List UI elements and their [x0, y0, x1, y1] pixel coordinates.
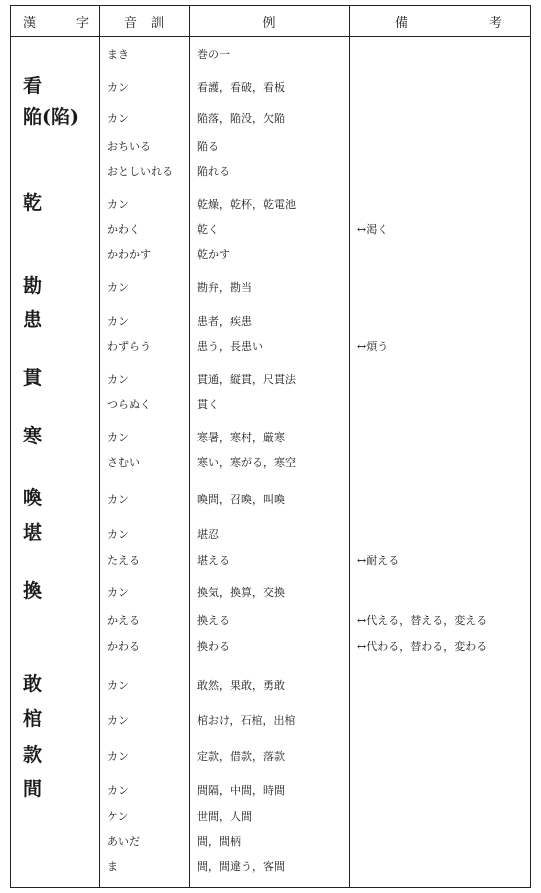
example-cell: 乾く [197, 223, 219, 236]
column-divider [349, 6, 350, 887]
kanji-cell: 款 [23, 744, 43, 766]
reading-cell: カン [107, 714, 129, 727]
reading-cell: おとしいれる [107, 165, 173, 178]
header-divider [11, 36, 530, 37]
kanji-cell: 患 [23, 309, 43, 331]
example-cell: 間，間違う，客間 [197, 860, 285, 873]
reading-cell: カン [107, 431, 129, 444]
reading-cell: ケン [107, 810, 129, 823]
reading-cell: かえる [107, 614, 140, 627]
example-cell: 間，間柄 [197, 835, 241, 848]
column-divider [99, 6, 100, 887]
header-example [189, 6, 349, 36]
reading-cell: カン [107, 586, 129, 599]
example-cell: 患者，疾患 [197, 315, 252, 328]
reading-cell: わずらう [107, 340, 151, 353]
header-reading-char-1: 音 [123, 15, 137, 31]
reading-cell: カン [107, 198, 129, 211]
example-cell: 勘弁，勘当 [197, 281, 252, 294]
reading-cell: かわる [107, 640, 140, 653]
reading-cell: まき [107, 48, 129, 61]
reading-cell: つらぬく [107, 398, 151, 411]
example-cell: 陥れる [197, 165, 230, 178]
example-cell: 陥る [197, 140, 219, 153]
kanji-cell: 堪 [23, 522, 43, 544]
header-notes-char-2: 考 [488, 15, 502, 31]
kanji-table [10, 5, 531, 888]
kanji-cell: 間 [23, 778, 43, 800]
reading-cell: おちいる [107, 140, 151, 153]
example-cell: 堪忍 [197, 528, 219, 541]
example-cell: 世間，人間 [197, 810, 252, 823]
example-cell: 貫く [197, 398, 219, 411]
example-cell: 換える [197, 614, 230, 627]
example-cell: 間隔，中間，時間 [197, 784, 285, 797]
example-cell: 陥落，陥没，欠陥 [197, 112, 285, 125]
example-cell: 棺おけ，石棺，出棺 [197, 714, 296, 727]
example-cell: 乾燥，乾杯，乾電池 [197, 198, 296, 211]
header-notes-char-1: 備 [395, 15, 409, 31]
kanji-cell: 勘 [23, 275, 43, 297]
kanji-cell: 喚 [23, 487, 43, 509]
note-cell: ↔代わる，替わる，変わる [357, 640, 488, 653]
example-cell: 敢然，果敢，勇敢 [197, 679, 285, 692]
reading-cell: カン [107, 112, 129, 125]
reading-cell: カン [107, 315, 129, 328]
reading-cell: かわかす [107, 248, 151, 261]
header-notes [349, 6, 532, 36]
example-cell: 換わる [197, 640, 230, 653]
example-cell: 換気，換算，交換 [197, 586, 285, 599]
kanji-cell: 敢 [23, 673, 43, 695]
example-cell: 堪える [197, 554, 230, 567]
kanji-cell: 寒 [23, 425, 43, 447]
column-divider [189, 6, 190, 887]
example-cell: 乾かす [197, 248, 230, 261]
header-reading [99, 6, 189, 36]
note-cell: ↔代える，替える，変える [357, 614, 488, 627]
example-cell: 定款，借款，落款 [197, 750, 285, 763]
example-cell: 貫通，縦貫，尺貫法 [197, 373, 296, 386]
kanji-cell: 看 [23, 75, 43, 97]
note-cell: ↔渇く [357, 223, 389, 236]
header-kanji-char-2: 字 [75, 15, 89, 31]
reading-cell: さむい [107, 456, 140, 469]
reading-cell: カン [107, 528, 129, 541]
reading-cell: あいだ [107, 835, 140, 848]
reading-cell: カン [107, 493, 129, 506]
note-cell: ↔煩う [357, 340, 389, 353]
example-cell: 喚問，召喚，叫喚 [197, 493, 285, 506]
kanji-cell: 乾 [23, 192, 43, 214]
reading-cell: カン [107, 373, 129, 386]
example-cell: 寒い，寒がる，寒空 [197, 456, 296, 469]
reading-cell: ま [107, 860, 118, 873]
note-cell: ↔耐える [357, 554, 400, 567]
reading-cell: カン [107, 281, 129, 294]
reading-cell: かわく [107, 223, 140, 236]
reading-cell: カン [107, 750, 129, 763]
header-reading-char-2: 訓 [151, 15, 165, 31]
example-cell: 患う，長患い [197, 340, 263, 353]
header-example-label: 例 [262, 15, 276, 31]
reading-cell: カン [107, 784, 129, 797]
kanji-cell: 陥(陷) [23, 106, 79, 128]
reading-cell: カン [107, 81, 129, 94]
example-cell: 寒暑，寒村，厳寒 [197, 431, 285, 444]
header-kanji-char-1: 漢 [23, 15, 37, 31]
example-cell: 看護，看破，看板 [197, 81, 285, 94]
example-cell: 巻の一 [197, 48, 230, 61]
kanji-cell: 貫 [23, 367, 43, 389]
kanji-cell: 棺 [23, 708, 43, 730]
kanji-cell: 換 [23, 580, 43, 602]
reading-cell: たえる [107, 554, 140, 567]
header-kanji [11, 6, 99, 36]
reading-cell: カン [107, 679, 129, 692]
